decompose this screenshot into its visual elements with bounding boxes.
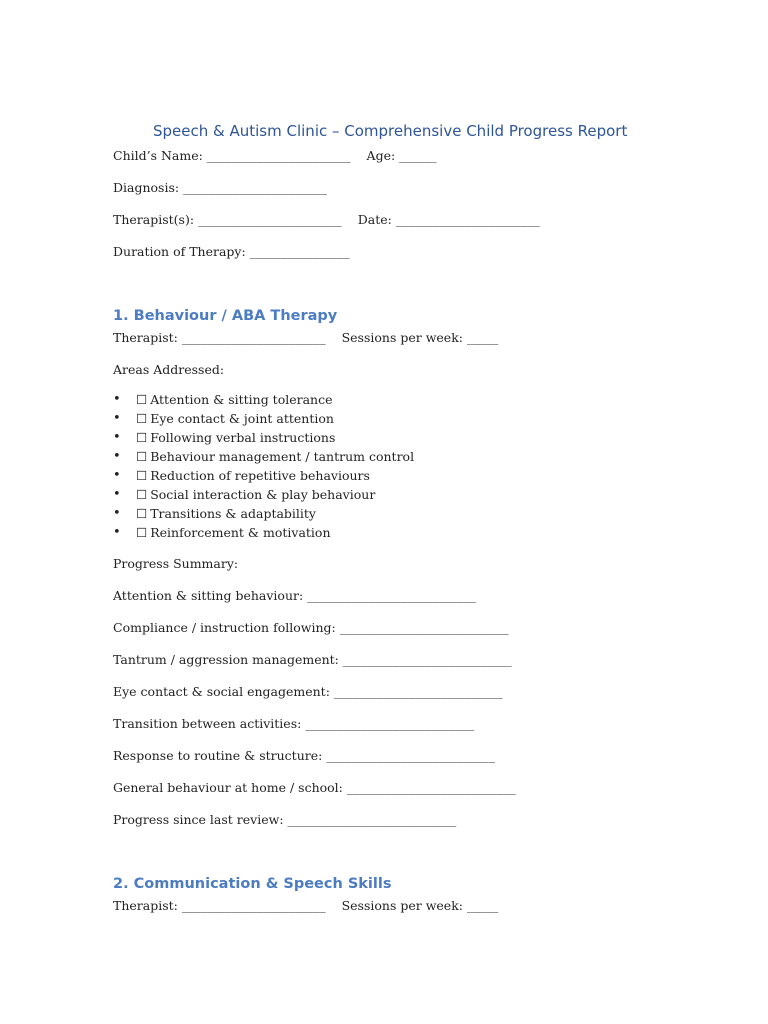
area-item-label: Attention & sitting tolerance [150,392,333,407]
section-heading-behaviour-aba: 1. Behaviour / ABA Therapy [113,308,338,324]
s2-sessions-label: Sessions per week: [341,898,463,913]
progress-summary-list [113,586,713,830]
progress-item [113,586,713,606]
bullet-icon: • [113,468,121,483]
progress-item-blank[interactable]: ___________________________ [333,684,503,699]
child-name-age-line [113,146,713,166]
area-item-label: Following verbal instructions [150,430,336,445]
checkbox-icon[interactable]: ☐ [136,506,148,521]
s2-therapist-blank[interactable]: _______________________ [181,898,326,913]
date-label: Date: [357,212,392,227]
section-communication-speech [113,874,713,916]
age-field [367,148,437,163]
s1-therapist-sessions-line [113,328,713,348]
bullet-icon: • [113,525,121,540]
progress-item-label: Progress since last review: [113,812,284,827]
progress-item-blank[interactable]: ___________________________ [287,812,457,827]
area-item-label: Eye contact & joint attention [150,411,334,426]
date-blank[interactable]: _______________________ [395,212,540,227]
child-name-blank[interactable]: _______________________ [206,148,351,163]
bullet-icon: • [113,430,121,445]
checkbox-icon[interactable]: ☐ [136,487,148,502]
area-item-label: Behaviour management / tantrum control [150,449,415,464]
progress-item-label: General behaviour at home / school: [113,780,343,795]
area-item-label: Social interaction & play behaviour [150,487,376,502]
area-item-label: Transitions & adaptability [150,506,316,521]
s2-therapist-field [113,898,326,913]
area-item [113,390,713,409]
s1-therapist-blank[interactable]: _______________________ [181,330,326,345]
therapist-field [113,212,342,227]
diagnosis-label: Diagnosis: [113,180,180,195]
s2-sessions-blank[interactable]: _____ [466,898,499,913]
progress-item-blank[interactable]: ___________________________ [346,780,516,795]
areas-addressed-label: Areas Addressed: [113,362,225,377]
report-title: Speech & Autism Clinic – Comprehensive Child Progress Report [153,122,628,140]
checkbox-icon[interactable]: ☐ [136,430,148,445]
checkbox-icon[interactable]: ☐ [136,449,148,464]
s1-sessions-blank[interactable]: _____ [466,330,499,345]
s2-therapist-sessions-line [113,896,713,916]
s2-therapist-label: Therapist: [113,898,178,913]
checkbox-icon[interactable]: ☐ [136,392,148,407]
progress-item [113,746,713,766]
area-item [113,447,713,466]
areas-addressed-list [113,390,713,542]
section-behaviour-aba [113,306,713,830]
s1-therapist-field [113,330,326,345]
progress-item [113,682,713,702]
area-item [113,428,713,447]
duration-blank[interactable]: ________________ [249,244,350,259]
duration-line [113,242,713,262]
diagnosis-blank[interactable]: _______________________ [183,180,327,195]
progress-item [113,714,713,734]
s1-sessions-label: Sessions per week: [341,330,463,345]
therapist-label: Therapist(s): [113,212,195,227]
progress-item-blank[interactable]: ___________________________ [326,748,496,763]
section-heading-communication-speech: 2. Communication & Speech Skills [113,876,392,892]
bullet-icon: • [113,411,121,426]
bullet-icon: • [113,487,121,502]
child-name-label: Child’s Name: [113,148,203,163]
progress-item-label: Eye contact & social engagement: [113,684,330,699]
progress-item-blank[interactable]: ___________________________ [307,588,476,603]
s2-sessions-field [342,898,499,913]
progress-item-label: Tantrum / aggression management: [113,652,339,667]
duration-label: Duration of Therapy: [113,244,246,259]
checkbox-icon[interactable]: ☐ [136,468,148,483]
age-blank[interactable]: ______ [399,148,437,163]
area-item [113,523,713,542]
progress-item [113,778,713,798]
area-item-label: Reduction of repetitive behaviours [150,468,370,483]
progress-item-blank[interactable]: ___________________________ [342,652,512,667]
checkbox-icon[interactable]: ☐ [136,411,148,426]
child-name-field [113,148,351,163]
area-item [113,504,713,523]
therapist-blank[interactable]: _______________________ [198,212,342,227]
therapist-date-line [113,210,713,230]
bullet-icon: • [113,506,121,521]
area-item [113,466,713,485]
bullet-icon: • [113,392,121,407]
progress-item [113,810,713,830]
area-item-label: Reinforcement & motivation [150,525,331,540]
progress-item-label: Response to routine & structure: [113,748,323,763]
progress-item-label: Attention & sitting behaviour: [113,588,304,603]
s1-therapist-label: Therapist: [113,330,178,345]
bullet-icon: • [113,449,121,464]
age-label: Age: [366,148,396,163]
checkbox-icon[interactable]: ☐ [136,525,148,540]
progress-item [113,618,713,638]
date-field [358,212,540,227]
progress-summary-label: Progress Summary: [113,556,239,571]
area-item [113,409,713,428]
progress-item [113,650,713,670]
progress-item-label: Compliance / instruction following: [113,620,336,635]
document-content [113,122,713,916]
progress-item-blank[interactable]: ___________________________ [339,620,509,635]
area-item [113,485,713,504]
progress-item-blank[interactable]: ___________________________ [305,716,475,731]
progress-item-label: Transition between activities: [113,716,302,731]
s1-sessions-field [342,330,499,345]
diagnosis-line [113,178,713,198]
